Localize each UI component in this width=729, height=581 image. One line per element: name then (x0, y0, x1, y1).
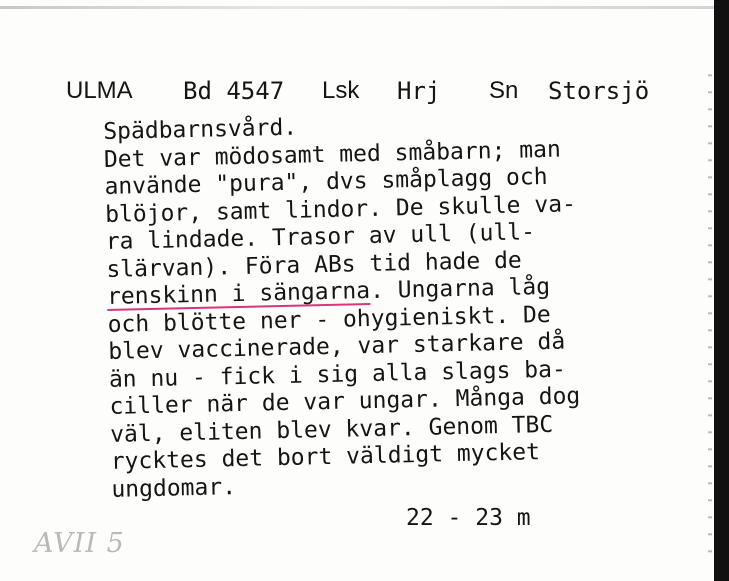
body-line: ciller när de var ungar. Många dog (109, 383, 581, 420)
body-line-rest: . Ungarna låg (369, 273, 551, 304)
body-line: ra lindade. Trasor av ull (ull- (105, 219, 536, 255)
body-line: slärvan). Föra ABs tid hade de (106, 247, 523, 283)
card-body (103, 105, 712, 504)
volume-number: Bd 4547 (183, 77, 285, 105)
underlined-phrase: renskinn i sängarna (106, 277, 371, 310)
pencil-annotation: AVII 5 (34, 528, 125, 559)
page-reference: 22 - 23 m (406, 505, 531, 531)
body-line: Spädbarnsvård. (103, 114, 298, 145)
body-line: och blötte ner - ohygieniskt. De (107, 301, 551, 338)
body-line: blev vaccinerade, var starkare då (107, 328, 566, 365)
body-line: använde "pura", dvs småplagg och (104, 163, 548, 200)
district-code: Hrj (397, 77, 441, 105)
body-line: väl, eliten blev kvar. Genom TBC (109, 411, 554, 448)
card-top-edge (0, 6, 714, 9)
region-code: Lsk (322, 77, 360, 104)
body-line: Det var mödosamt med småbarn; man (103, 136, 562, 173)
body-line: än nu - fick i sig alla slags ba- (108, 356, 567, 393)
body-line: blöjor, samt lindor. De skulle va- (104, 190, 577, 228)
body-line: ungdomar. (111, 473, 237, 503)
parish-name: Storsjö (548, 77, 650, 105)
card-header (0, 76, 714, 106)
archive-code: ULMA (66, 77, 133, 104)
scan-background-edge (714, 0, 729, 581)
body-line: rycktes det bort väldigt mycket (110, 439, 541, 475)
parish-label: Sn (489, 77, 519, 104)
